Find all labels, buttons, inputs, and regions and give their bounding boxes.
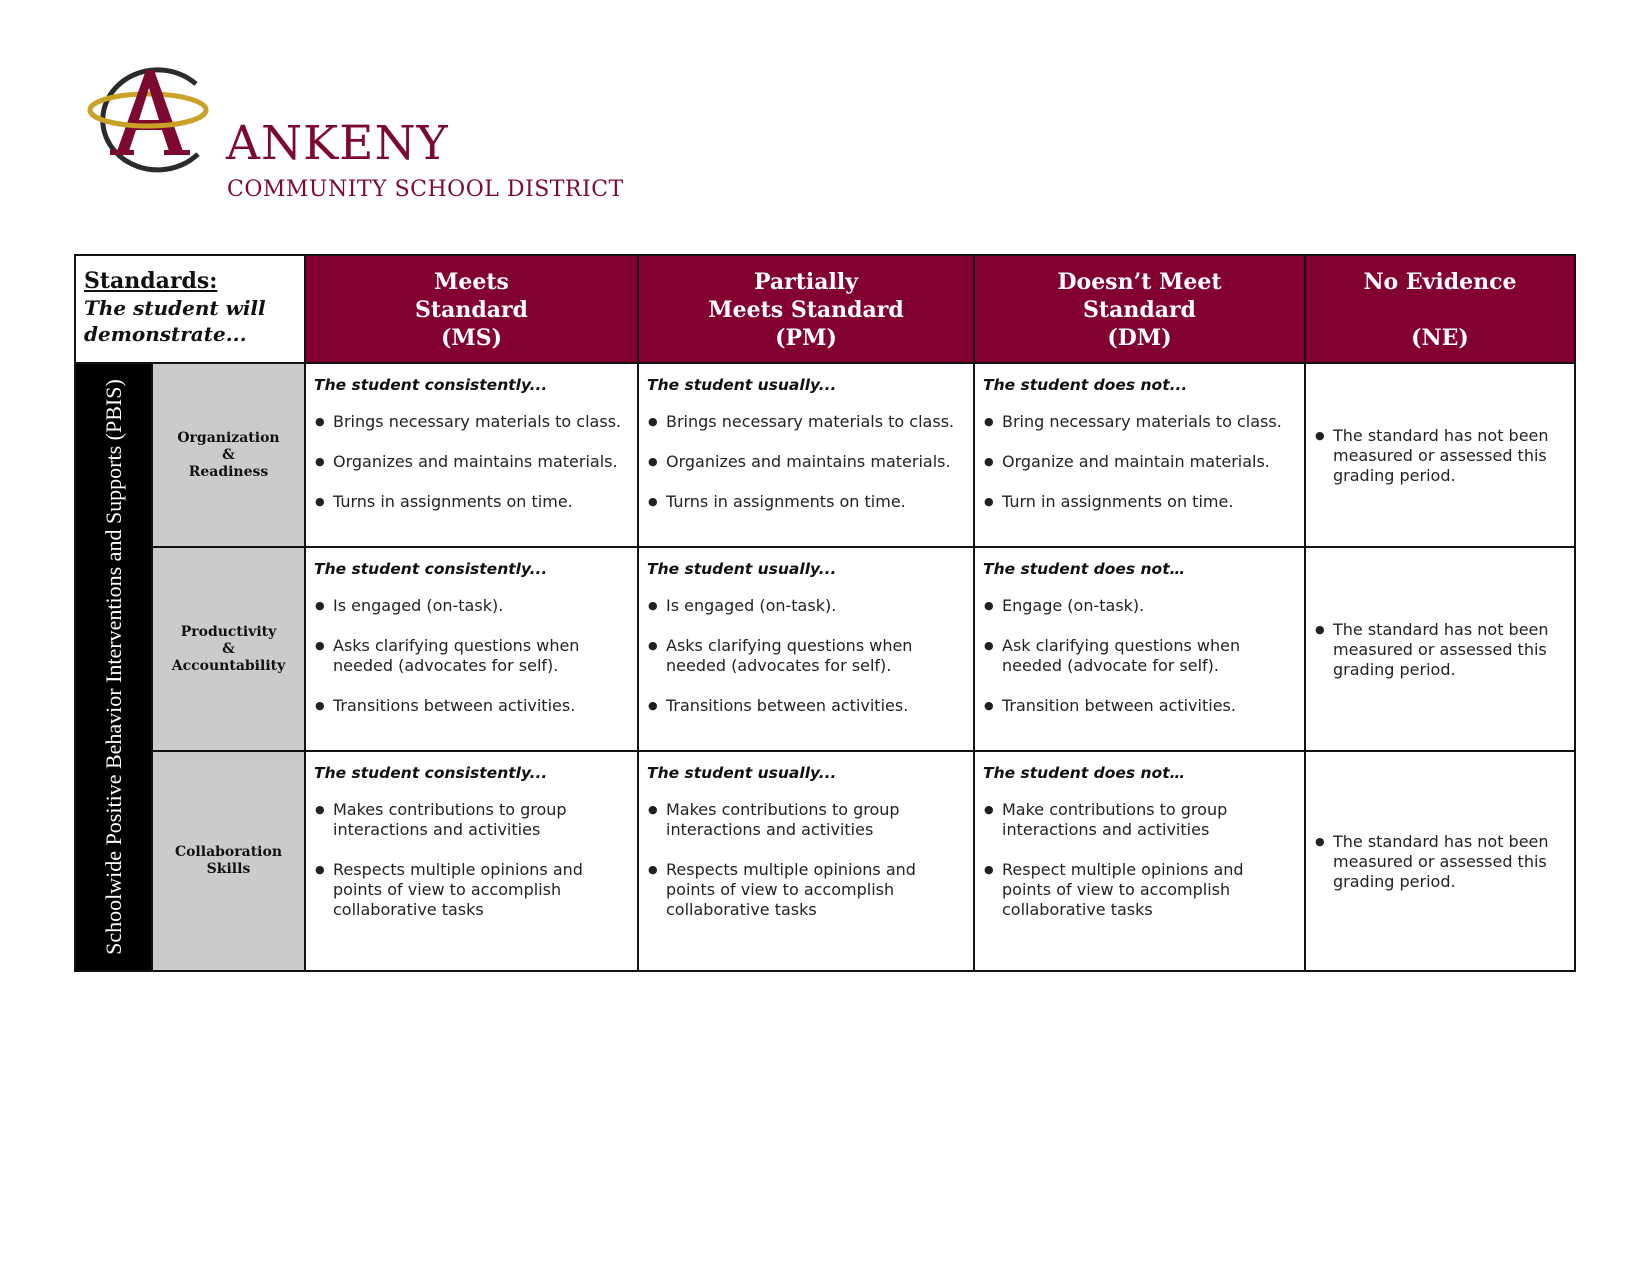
- list-item: ● Respects multiple opinions and points of view to accomplish collaborative tasks: [314, 860, 629, 920]
- cell-dm: [974, 363, 1305, 547]
- list-item: ● Transitions between activities.: [647, 696, 965, 716]
- list-item: ● Turns in assignments on time.: [647, 492, 965, 512]
- list-item: ● Is engaged (on-task).: [314, 596, 629, 616]
- cell-pm: [638, 363, 974, 547]
- header-line: (DM): [1107, 325, 1172, 351]
- category-line: Readiness: [188, 463, 269, 480]
- bullet-list: [647, 412, 965, 512]
- list-item: ● The standard has not been measured or assessed this grading period.: [1314, 832, 1566, 892]
- bullet-list: [983, 800, 1296, 920]
- header-line: Meets Standard: [708, 297, 904, 323]
- cell-ms: [305, 751, 638, 971]
- bullet-list: [647, 800, 965, 920]
- list-item: ● The standard has not been measured or assessed this grading period.: [1314, 620, 1566, 680]
- category-line: Productivity: [180, 623, 277, 640]
- list-item: ● Turn in assignments on time.: [983, 492, 1296, 512]
- list-item: ● Brings necessary materials to class.: [647, 412, 965, 432]
- category-productivity: [152, 547, 305, 751]
- list-item: ● Is engaged (on-task).: [647, 596, 965, 616]
- header-line: (PM): [775, 325, 837, 351]
- bullet-list: [314, 412, 629, 512]
- district-logo: [86, 62, 686, 212]
- cell-lead: The student consistently...: [314, 764, 548, 782]
- header-row: [75, 255, 1575, 363]
- district-subtitle: COMMUNITY SCHOOL DISTRICT: [227, 177, 624, 202]
- list-item: ● Transition between activities.: [983, 696, 1296, 716]
- bullet-list: [1314, 426, 1566, 486]
- header-line: Standard: [415, 297, 528, 323]
- list-item: ● Respect multiple opinions and points of view to accomplish collaborative tasks: [983, 860, 1296, 920]
- standards-subtitle-1: The student will: [84, 296, 266, 320]
- header-line: Doesn’t Meet: [1057, 269, 1222, 295]
- header-line: No Evidence: [1363, 269, 1517, 295]
- list-item: ● Turns in assignments on time.: [314, 492, 629, 512]
- header-line: (MS): [440, 325, 503, 351]
- column-header-partially: [638, 255, 974, 363]
- list-item: ● Respects multiple opinions and points of view to accomplish collaborative tasks: [647, 860, 965, 920]
- rubric-table: [74, 254, 1576, 972]
- header-line: [1306, 296, 1574, 324]
- category-line: Organization: [177, 429, 280, 446]
- category-collaboration: [152, 751, 305, 971]
- cell-ne: [1305, 363, 1575, 547]
- cell-lead: The student consistently...: [314, 376, 548, 394]
- category-organization: [152, 363, 305, 547]
- cell-dm: [974, 547, 1305, 751]
- cell-ms: [305, 363, 638, 547]
- list-item: ● Ask clarifying questions when needed (advocate for self).: [983, 636, 1296, 676]
- list-item: ● Asks clarifying questions when needed (advocates for self).: [314, 636, 629, 676]
- category-line: &: [222, 446, 235, 463]
- district-name: ANKENY: [226, 116, 449, 171]
- list-item: ● Asks clarifying questions when needed (advocates for self).: [647, 636, 965, 676]
- bullet-list: [1314, 832, 1566, 892]
- rubric-row-productivity: [75, 547, 1575, 751]
- cell-lead: The student does not…: [983, 560, 1186, 578]
- standards-subtitle-2: demonstrate...: [84, 322, 247, 346]
- rubric-row-organization: [75, 363, 1575, 547]
- cell-ms: [305, 547, 638, 751]
- pbis-side-label: [75, 363, 152, 971]
- standards-title: Standards:: [84, 268, 218, 294]
- column-header-meets: [305, 255, 638, 363]
- header-line: Standard: [1083, 297, 1196, 323]
- list-item: ● Make contributions to group interactions and activities: [983, 800, 1296, 840]
- cell-pm: [638, 547, 974, 751]
- cell-lead: The student usually...: [647, 376, 837, 394]
- category-line: Skills: [206, 861, 251, 877]
- cell-lead: The student usually...: [647, 560, 837, 578]
- list-item: ● Engage (on-task).: [983, 596, 1296, 616]
- column-header-doesnt-meet: [974, 255, 1305, 363]
- standards-header: [75, 255, 305, 363]
- cell-ne: [1305, 751, 1575, 971]
- list-item: ● Brings necessary materials to class.: [314, 412, 629, 432]
- list-item: ● Makes contributions to group interactions and activities: [314, 800, 629, 840]
- ankeny-a-emblem-icon: [86, 62, 216, 182]
- rubric-row-collaboration: [75, 751, 1575, 971]
- column-header-no-evidence: [1305, 255, 1575, 363]
- list-item: ● Transitions between activities.: [314, 696, 629, 716]
- category-line: &: [222, 640, 235, 657]
- cell-pm: [638, 751, 974, 971]
- cell-lead: The student does not…: [983, 764, 1186, 782]
- bullet-list: [1314, 620, 1566, 680]
- bullet-list: [983, 412, 1296, 512]
- list-item: ● Makes contributions to group interactions and activities: [647, 800, 965, 840]
- cell-lead: The student usually...: [647, 764, 837, 782]
- bullet-list: [314, 596, 629, 716]
- bullet-list: [647, 596, 965, 716]
- cell-ne: [1305, 547, 1575, 751]
- category-line: Collaboration: [174, 844, 283, 860]
- bullet-list: [314, 800, 629, 920]
- bullet-list: [983, 596, 1296, 716]
- cell-lead: The student does not...: [983, 376, 1188, 394]
- list-item: ● Organizes and maintains materials.: [314, 452, 629, 472]
- list-item: ● The standard has not been measured or assessed this grading period.: [1314, 426, 1566, 486]
- list-item: ● Bring necessary materials to class.: [983, 412, 1296, 432]
- pbis-label-text: Schoolwide Positive Behavior Interventions and Supports (PBIS): [100, 379, 126, 955]
- cell-lead: The student consistently...: [314, 560, 548, 578]
- header-line: Meets: [434, 269, 509, 295]
- header-line: Partially: [753, 269, 859, 295]
- list-item: ● Organizes and maintains materials.: [647, 452, 965, 472]
- category-line: Accountability: [171, 657, 286, 674]
- cell-dm: [974, 751, 1305, 971]
- list-item: ● Organize and maintain materials.: [983, 452, 1296, 472]
- header-line: (NE): [1411, 325, 1469, 351]
